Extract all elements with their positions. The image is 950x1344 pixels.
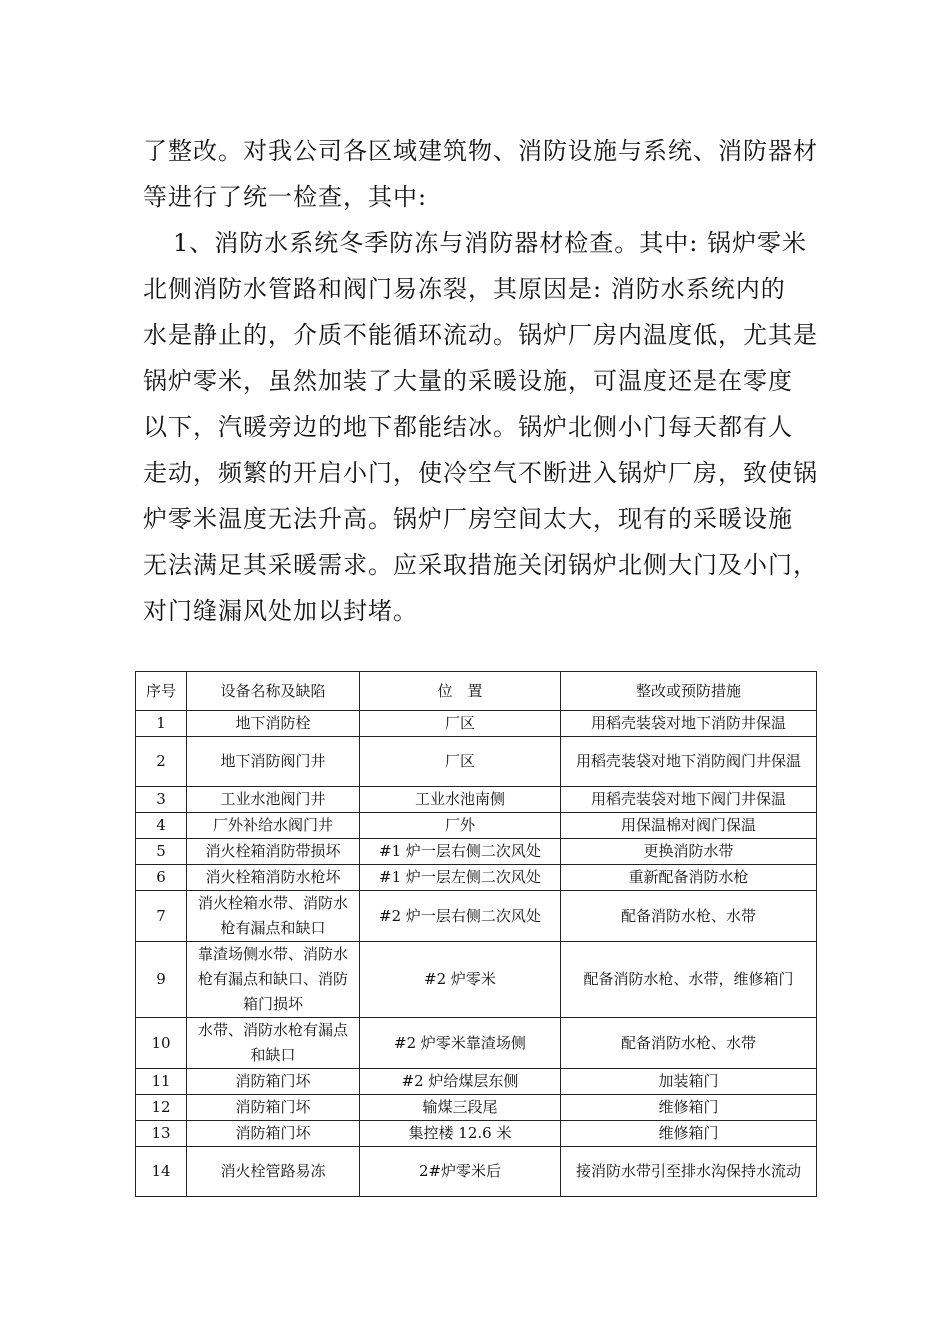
cell-measure: 配备消防水枪、水带	[561, 1018, 817, 1069]
cell-name: 消防箱门坏	[187, 1121, 360, 1147]
cell-location: 集控楼 12.6 米	[360, 1121, 561, 1147]
table-row	[136, 711, 817, 737]
cell-name: 消防箱门坏	[187, 1095, 360, 1121]
paragraph-line: 无法满足其采暖需求。应采取措施关闭锅炉北侧大门及小门，	[143, 551, 818, 579]
cell-name: 水带、消防水枪有漏点和缺口	[187, 1018, 360, 1069]
cell-no: 7	[136, 891, 187, 942]
cell-name: 地下消防阀门井	[187, 737, 360, 787]
cell-name: 消防箱门坏	[187, 1069, 360, 1095]
cell-name: 工业水池阀门井	[187, 787, 360, 813]
cell-location: #2 炉给煤层东侧	[360, 1069, 561, 1095]
paragraph-line: 炉零米温度无法升高。锅炉厂房空间太大，现有的采暖设施	[143, 505, 793, 533]
table-row	[136, 839, 817, 865]
cell-no: 5	[136, 839, 187, 865]
cell-no: 10	[136, 1018, 187, 1069]
header-serial-number: 序号	[136, 672, 187, 711]
cell-measure: 用稻壳装袋对地下阀门井保温	[561, 787, 817, 813]
table-header-row	[136, 672, 817, 711]
paragraph-line: 北侧消防水管路和阀门易冻裂，其原因是: 消防水系统内的	[143, 275, 786, 303]
cell-measure: 接消防水带引至排水沟保持水流动	[561, 1147, 817, 1197]
cell-location: #2 炉零米	[360, 942, 561, 1018]
cell-measure: 维修箱门	[561, 1121, 817, 1147]
paragraph-line: 等进行了统一检查，其中:	[143, 183, 428, 211]
cell-measure: 用稻壳装袋对地下消防井保温	[561, 711, 817, 737]
table-row	[136, 1069, 817, 1095]
table-row	[136, 942, 817, 1018]
cell-location: 工业水池南侧	[360, 787, 561, 813]
table-row	[136, 787, 817, 813]
cell-no: 2	[136, 737, 187, 787]
cell-location: 厂区	[360, 737, 561, 787]
cell-no: 6	[136, 865, 187, 891]
cell-measure: 用保温棉对阀门保温	[561, 813, 817, 839]
header-location: 位 置	[360, 672, 561, 711]
cell-no: 13	[136, 1121, 187, 1147]
cell-name: 靠渣场侧水带、消防水枪有漏点和缺口、消防箱门损坏	[187, 942, 360, 1018]
table-row	[136, 1121, 817, 1147]
cell-no: 11	[136, 1069, 187, 1095]
cell-no: 12	[136, 1095, 187, 1121]
cell-measure: 维修箱门	[561, 1095, 817, 1121]
cell-no: 14	[136, 1147, 187, 1197]
body-paragraph	[143, 128, 818, 634]
cell-measure: 配备消防水枪、水带	[561, 891, 817, 942]
cell-measure: 更换消防水带	[561, 839, 817, 865]
paragraph-line: 了整改。对我公司各区域建筑物、消防设施与系统、消防器材	[143, 137, 818, 165]
table-row	[136, 865, 817, 891]
cell-location: 输煤三段尾	[360, 1095, 561, 1121]
table-row	[136, 813, 817, 839]
cell-measure: 用稻壳装袋对地下消防阀门井保温	[561, 737, 817, 787]
cell-no: 9	[136, 942, 187, 1018]
cell-no: 3	[136, 787, 187, 813]
paragraph-line: 水是静止的，介质不能循环流动。锅炉厂房内温度低，尤其是	[143, 321, 818, 349]
table-row	[136, 737, 817, 787]
table-row	[136, 1147, 817, 1197]
cell-name: 消火栓箱水带、消防水枪有漏点和缺口	[187, 891, 360, 942]
cell-location: #2 炉一层右侧二次风处	[360, 891, 561, 942]
table-row	[136, 891, 817, 942]
cell-name: 消火栓箱消防水枪坏	[187, 865, 360, 891]
cell-measure: 配备消防水枪、水带，维修箱门	[561, 942, 817, 1018]
cell-location: #1 炉一层左侧二次风处	[360, 865, 561, 891]
cell-no: 4	[136, 813, 187, 839]
paragraph-line: 对门缝漏风处加以封堵。	[143, 597, 418, 625]
defects-table	[135, 671, 817, 1197]
table-row	[136, 1018, 817, 1069]
cell-name: 厂外补给水阀门井	[187, 813, 360, 839]
cell-location: 厂区	[360, 711, 561, 737]
paragraph-line: 锅炉零米，虽然加装了大量的采暖设施，可温度还是在零度	[143, 367, 793, 395]
cell-location: #1 炉一层右侧二次风处	[360, 839, 561, 865]
cell-location: 2#炉零米后	[360, 1147, 561, 1197]
cell-name: 消火栓箱消防带损坏	[187, 839, 360, 865]
cell-name: 消火栓管路易冻	[187, 1147, 360, 1197]
paragraph-line: 1、消防水系统冬季防冻与消防器材检查。其中: 锅炉零米	[173, 229, 807, 257]
paragraph-line: 走动，频繁的开启小门，使冷空气不断进入锅炉厂房，致使锅	[143, 459, 818, 487]
paragraph-line: 以下，汽暖旁边的地下都能结冰。锅炉北侧小门每天都有人	[143, 413, 793, 441]
header-equipment-defect: 设备名称及缺陷	[187, 672, 360, 711]
table-row	[136, 1095, 817, 1121]
cell-no: 1	[136, 711, 187, 737]
cell-location: 厂外	[360, 813, 561, 839]
cell-measure: 加装箱门	[561, 1069, 817, 1095]
cell-name: 地下消防栓	[187, 711, 360, 737]
header-measures: 整改或预防措施	[561, 672, 817, 711]
cell-location: #2 炉零米靠渣场侧	[360, 1018, 561, 1069]
cell-measure: 重新配备消防水枪	[561, 865, 817, 891]
